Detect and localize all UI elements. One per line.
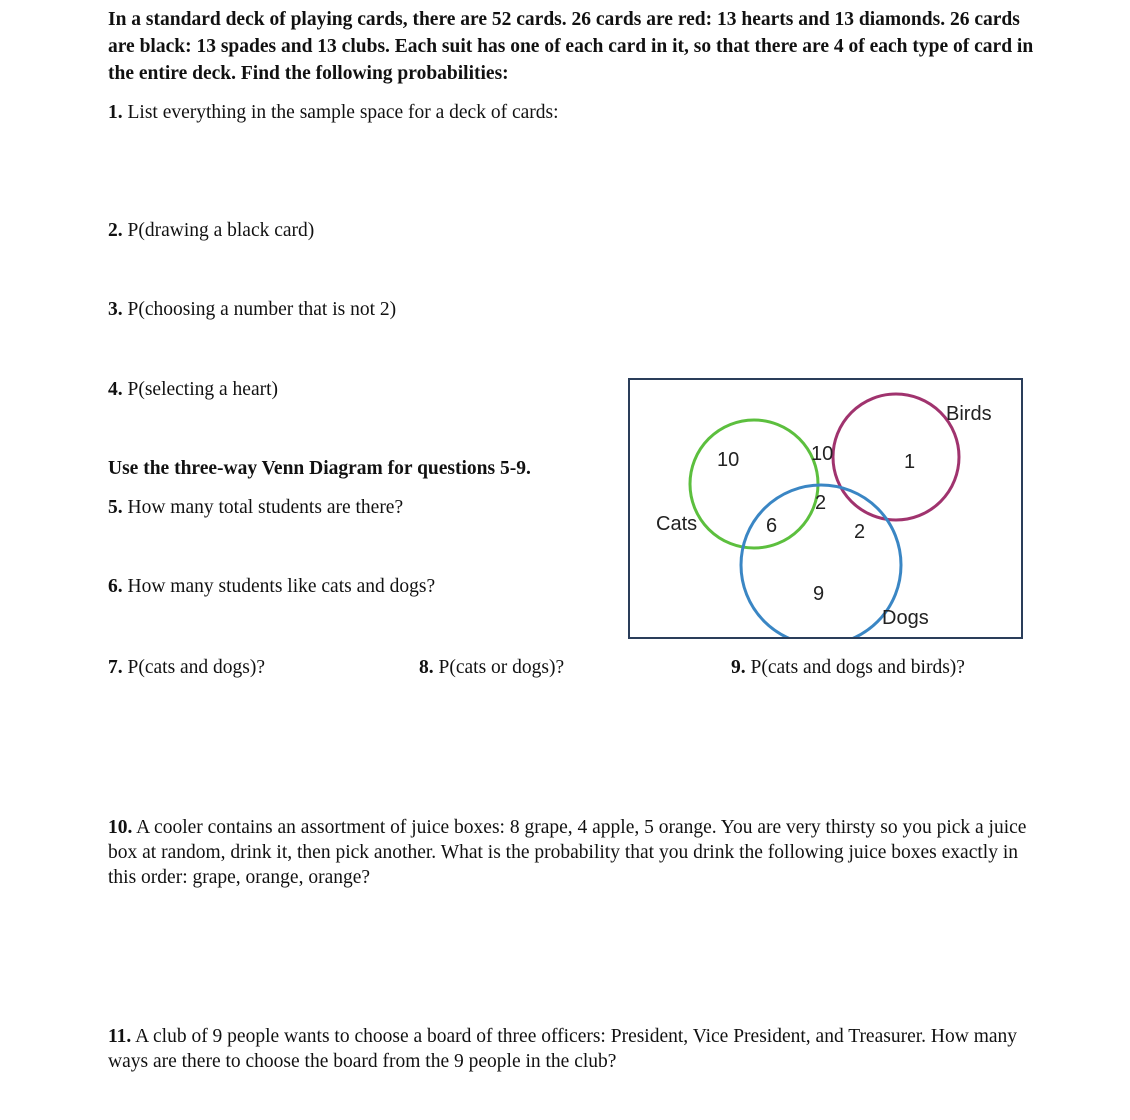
question-7 <box>108 655 265 680</box>
question-text: P(cats and dogs)? <box>122 657 266 678</box>
question-text: P(choosing a number that is not 2) <box>122 299 397 320</box>
question-number: 3. <box>108 299 123 320</box>
cats-label: Cats <box>656 513 698 535</box>
question-8 <box>419 655 564 680</box>
question-text: P(cats and dogs and birds)? <box>745 657 965 678</box>
question-number: 11. <box>108 1026 132 1047</box>
region-all-three: 2 <box>815 492 827 514</box>
birds-label: Birds <box>946 403 992 425</box>
question-number: 9. <box>731 657 746 678</box>
question-text: A cooler contains an assortment of juice boxes: 8 grape, 4 apple, 5 orange. You are very thirsty so you pick a juice box at random, drink it, then pick another. What is the probability that you drink the following juice boxes exactly in this order: grape, orange, orange? <box>108 817 1027 888</box>
region-birds-dogs: 2 <box>854 521 866 543</box>
question-number: 4. <box>108 379 123 400</box>
question-number: 6. <box>108 576 123 597</box>
region-cats-dogs: 6 <box>766 515 778 537</box>
question-number: 8. <box>419 657 434 678</box>
question-text: P(cats or dogs)? <box>433 657 565 678</box>
question-2 <box>108 218 314 243</box>
venn-svg <box>630 380 1021 637</box>
dogs-label: Dogs <box>882 607 929 629</box>
question-9 <box>731 655 965 680</box>
question-number: 10. <box>108 817 133 838</box>
region-cats-birds: 10 <box>811 443 834 465</box>
intro-paragraph: In a standard deck of playing cards, there are 52 cards. 26 cards are red: 13 hearts and 13 diamonds. 26 cards are black: 13 spades and 13 clubs. Each suit has one of each card in it, so that there are 4 of each type of card in the entire deck. Find the following probabilities: <box>108 9 1034 84</box>
question-3 <box>108 297 396 322</box>
question-text: How many total students are there? <box>122 497 404 518</box>
venn-diagram <box>628 378 1023 639</box>
question-number: 5. <box>108 497 123 518</box>
venn-instruction: Use the three-way Venn Diagram for questions 5-9. <box>108 458 531 479</box>
question-11 <box>108 1024 1043 1074</box>
region-dogs-only: 9 <box>813 583 825 605</box>
question-number: 7. <box>108 657 123 678</box>
region-cats-only: 10 <box>717 449 740 471</box>
question-6 <box>108 574 435 599</box>
birds-circle <box>833 394 959 520</box>
question-10 <box>108 815 1043 890</box>
question-number: 1. <box>108 102 123 123</box>
question-number: 2. <box>108 220 123 241</box>
question-text: P(drawing a black card) <box>122 220 315 241</box>
question-text: P(selecting a heart) <box>122 379 279 400</box>
question-text: How many students like cats and dogs? <box>122 576 436 597</box>
question-4 <box>108 377 278 402</box>
region-birds-only: 1 <box>904 451 916 473</box>
question-1 <box>108 100 559 125</box>
cats-circle <box>690 420 818 548</box>
question-text: A club of 9 people wants to choose a board of three officers: President, Vice President, and Treasurer. How many ways are there to choose the board from the 9 people in the club? <box>108 1026 1018 1072</box>
question-text: List everything in the sample space for a deck of cards: <box>122 102 559 123</box>
question-5 <box>108 495 403 520</box>
